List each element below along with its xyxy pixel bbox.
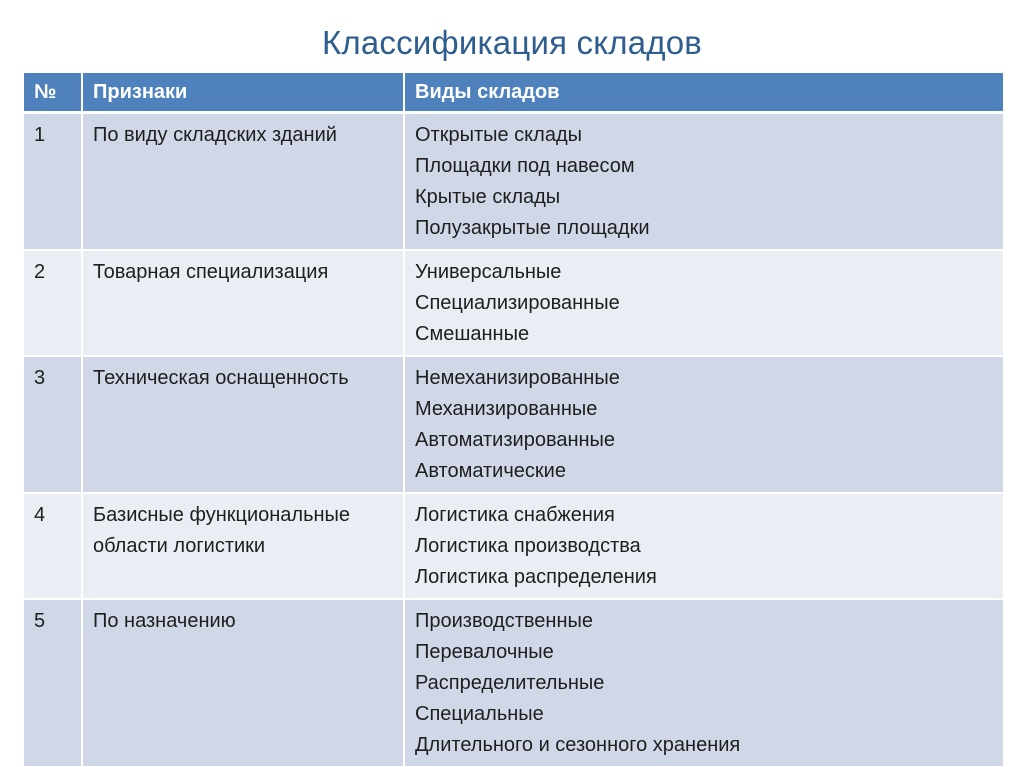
type-item: Смешанные bbox=[415, 323, 530, 345]
type-item: Специальные bbox=[415, 703, 544, 725]
slide-title: Классификация складов bbox=[322, 24, 702, 61]
type-item: Распределительные bbox=[415, 672, 605, 694]
type-item: Немеханизированные bbox=[415, 367, 620, 389]
table-row bbox=[24, 599, 1003, 766]
type-item: Крытые склады bbox=[415, 186, 561, 208]
row-attribute bbox=[82, 356, 404, 493]
header-number: № bbox=[24, 73, 82, 113]
table-header-row bbox=[24, 73, 1003, 113]
attribute-line: По виду складских зданий bbox=[93, 124, 337, 146]
type-item: Универсальные bbox=[415, 261, 562, 283]
attribute-line: Техническая оснащенность bbox=[93, 367, 349, 389]
table-row bbox=[24, 113, 1003, 251]
header-warehouse-types: Виды складов bbox=[404, 73, 1003, 113]
attribute-line: области логистики bbox=[93, 535, 266, 557]
table-row bbox=[24, 250, 1003, 356]
type-item: Специализированные bbox=[415, 292, 620, 314]
table-row bbox=[24, 493, 1003, 599]
row-number: 1 bbox=[24, 113, 82, 251]
header-attributes: Признаки bbox=[82, 73, 404, 113]
row-number: 3 bbox=[24, 356, 82, 493]
row-number: 5 bbox=[24, 599, 82, 766]
table-row bbox=[24, 356, 1003, 493]
row-attribute bbox=[82, 113, 404, 251]
type-item: Автоматизированные bbox=[415, 429, 616, 451]
row-types bbox=[404, 493, 1003, 599]
row-types bbox=[404, 356, 1003, 493]
row-types bbox=[404, 113, 1003, 251]
type-item: Автоматические bbox=[415, 460, 566, 482]
row-number: 4 bbox=[24, 493, 82, 599]
row-number: 2 bbox=[24, 250, 82, 356]
type-item: Механизированные bbox=[415, 398, 598, 420]
type-item: Открытые склады bbox=[415, 124, 582, 146]
attribute-line: По назначению bbox=[93, 610, 236, 632]
type-item: Производственные bbox=[415, 610, 593, 632]
row-types bbox=[404, 250, 1003, 356]
type-item: Логистика распределения bbox=[415, 566, 657, 588]
type-item: Площадки под навесом bbox=[415, 155, 635, 177]
type-item: Логистика производства bbox=[415, 535, 641, 557]
classification-table bbox=[24, 73, 1003, 766]
type-item: Полузакрытые площадки bbox=[415, 217, 650, 239]
row-attribute bbox=[82, 493, 404, 599]
row-attribute bbox=[82, 250, 404, 356]
row-attribute bbox=[82, 599, 404, 766]
type-item: Логистика снабжения bbox=[415, 504, 615, 526]
attribute-line: Товарная специализация bbox=[93, 261, 329, 283]
attribute-line: Базисные функциональные bbox=[93, 504, 351, 526]
type-item: Длительного и сезонного хранения bbox=[415, 734, 741, 756]
type-item: Перевалочные bbox=[415, 641, 554, 663]
row-types bbox=[404, 599, 1003, 766]
